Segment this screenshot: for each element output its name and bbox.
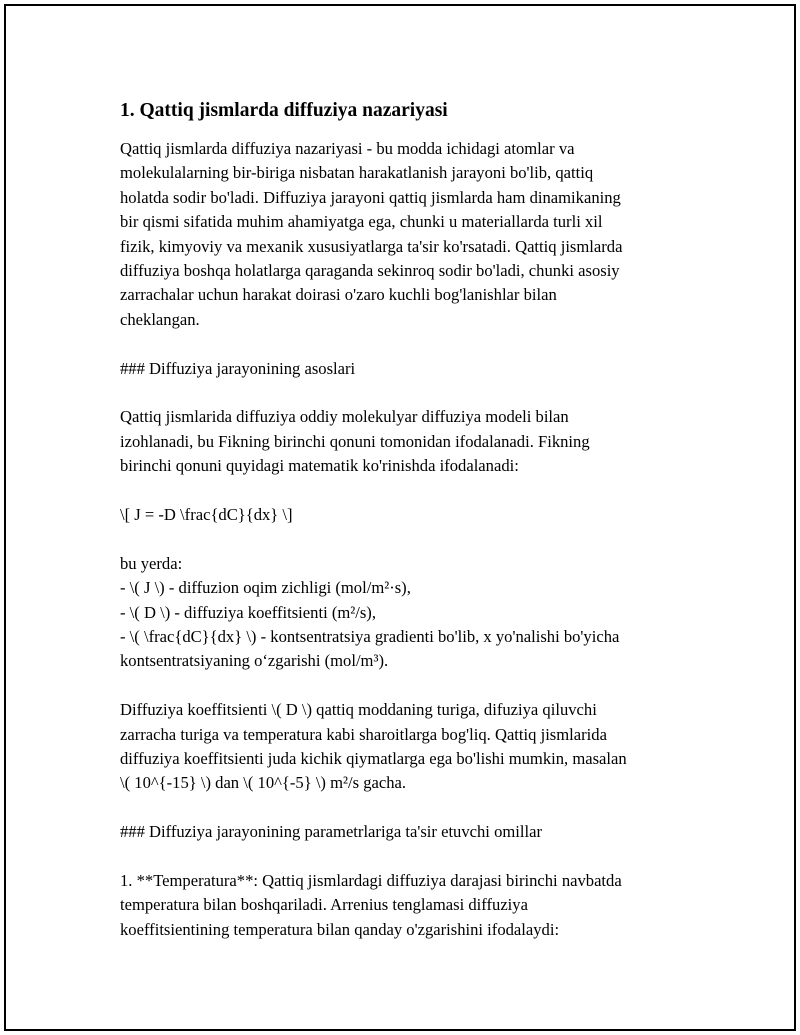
list-item: - \( D \) - diffuziya koeffitsienti (m²/s), — [120, 602, 376, 622]
section-heading-factors: ### Diffuziya jarayonining parametrlariga ta'sir etuvchi omillar — [120, 822, 542, 842]
section-heading-basics: ### Diffuziya jarayonining asoslari — [120, 358, 356, 378]
paragraph-gap — [120, 332, 700, 356]
page-title: 1. Qattiq jismlarda diffuziya nazariyasi — [120, 100, 448, 121]
text-line: Qattiq jismlarda diffuziya nazariyasi - bu modda ichidagi atomlar va — [120, 139, 575, 158]
text-line: Qattiq jismlarida diffuziya oddiy molekulyar diffuziya modeli bilan — [120, 407, 569, 427]
text-line: bu yerda: — [120, 553, 183, 573]
paragraph-gap — [120, 796, 700, 820]
list-item: - \( \frac{dC}{dx} \) - kontsentratsiya gradienti bo'lib, x yo'nalishi bo'yicha — [120, 627, 620, 647]
text-line: diffuziya boshqa holatlarga qaraganda sekinroq sodir bo'ladi, chunki asosiy — [120, 261, 620, 281]
paragraph-temperature — [120, 869, 700, 942]
text-line: bir qismi sifatida muhim ahamiyatga ega, chunki u materiallarda turli xil — [120, 212, 603, 232]
text-line: \( 10^{-15} \) dan \( 10^{-5} \) m²/s gacha. — [120, 773, 407, 793]
text-line: zarracha turiga va temperatura kabi sharoitlarga bog'liq. Qattiq jismlarida — [120, 724, 607, 744]
list-item: - \( J \) - diffuzion oqim zichligi (mol/m²·s), — [120, 578, 411, 598]
paragraph-gap — [120, 479, 700, 503]
formula-fick: \[ J = -D \frac{dC}{dx} \] — [120, 505, 293, 525]
paragraph-gap — [120, 381, 700, 405]
paragraph-gap — [120, 527, 700, 551]
paragraph-coefficient — [120, 698, 700, 796]
text-line: izohlanadi, bu Fikning birinchi qonuni tomonidan ifodalanadi. Fikning — [120, 431, 590, 451]
text-line: koeffitsientining temperatura bilan qanday o'zgarishini ifodalaydi: — [120, 919, 560, 939]
text-line: kontsentratsiyaning o‘zgarishi (mol/m³). — [120, 651, 389, 671]
paragraph-gap — [120, 845, 700, 869]
text-line: cheklangan. — [120, 309, 200, 329]
paragraph-intro — [120, 137, 700, 332]
text-line: diffuziya koeffitsienti juda kichik qiymatlarga ega bo'lishi mumkin, masalan — [120, 749, 627, 769]
text-line: fizik, kimyoviy va mexanik xususiyatlarga ta'sir ko'rsatadi. Qattiq jismlarda — [120, 236, 623, 256]
text-line: molekulalarning bir-biriga nisbatan harakatlanish jarayoni bo'lib, qattiq — [120, 163, 594, 183]
paragraph-definitions — [120, 552, 700, 674]
text-line: birinchi qonuni quyidagi matematik ko'rinishda ifodalanadi: — [120, 456, 519, 476]
text-line: Diffuziya koeffitsienti \( D \) qattiq moddaning turiga, difuziya qiluvchi — [120, 700, 597, 720]
list-item: 1. **Temperatura**: Qattiq jismlardagi diffuziya darajasi birinchi navbatda — [120, 871, 622, 891]
text-line: zarrachalar uchun harakat doirasi o'zaro kuchli bog'lanishlar bilan — [120, 285, 557, 305]
paragraph-gap — [120, 674, 700, 698]
text-line: holatda sodir bo'ladi. Diffuziya jarayoni qattiq jismlarda ham dinamikaning — [120, 187, 621, 207]
document-body — [120, 98, 700, 942]
paragraph-fick-law — [120, 405, 700, 478]
document-page — [4, 4, 796, 1031]
text-line: temperatura bilan boshqariladi. Arrenius tenglamasi diffuziya — [120, 895, 528, 915]
